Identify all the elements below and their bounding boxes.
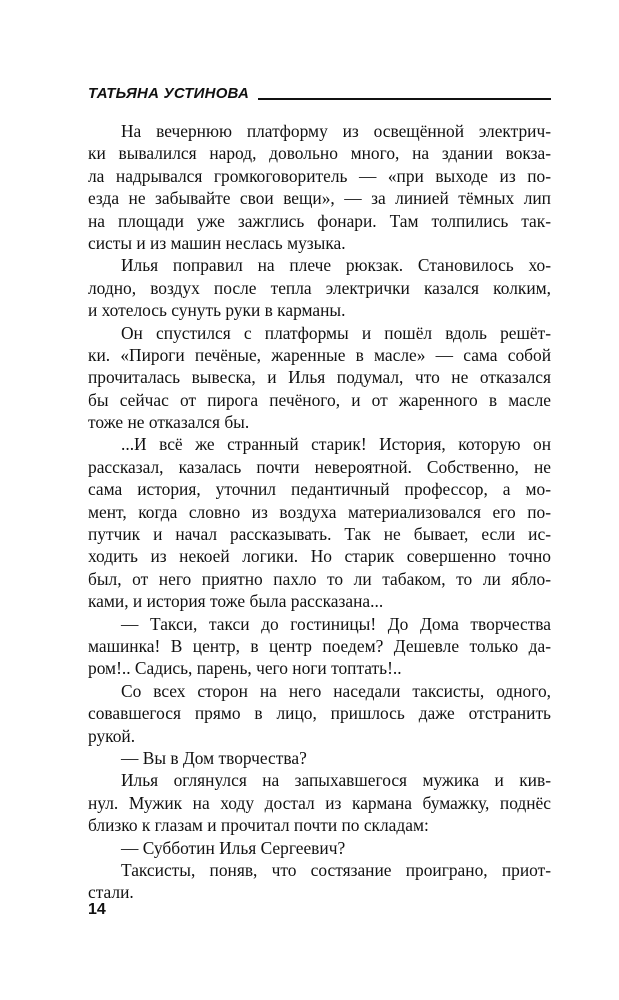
text-line: Илья оглянулся на запыхавшегося мужика и кив- <box>121 770 551 791</box>
text-line: машинка! В центр, в центр поедем? Дешевле только да- <box>88 635 551 656</box>
body-text <box>88 120 551 904</box>
running-header <box>88 84 551 106</box>
text-line: ками, и история тоже была рассказана... <box>88 591 384 612</box>
text-line: тоже не отказался бы. <box>88 412 250 433</box>
text-line: — Субботин Илья Сергеевич? <box>121 837 346 858</box>
paragraph <box>88 254 551 321</box>
text-line: ки. «Пироги печёные, жаренные в масле» — сама собой <box>88 344 551 365</box>
text-line: Таксисты, поняв, что состязание проиграно, приот- <box>121 859 551 880</box>
text-line: стали. <box>88 882 134 903</box>
text-line: лодно, воздух после тепла электрички казался колким, <box>88 277 551 298</box>
text-line: рукой. <box>88 725 136 746</box>
page-number: 14 <box>88 901 106 918</box>
text-line: бы сейчас от пирога печёного, и от жаренного в масле <box>88 389 551 410</box>
text-line: рассказал, казалась почти невероятной. Собственно, не <box>88 456 551 477</box>
paragraph <box>88 859 551 904</box>
paragraph <box>88 613 551 680</box>
paragraph <box>88 433 551 612</box>
text-line: мент, когда словно из воздуха материализовался его по- <box>88 501 551 522</box>
paragraph <box>88 322 551 434</box>
text-line: близко к глазам и прочитал почти по складам: <box>88 815 429 836</box>
header-rule <box>258 98 551 100</box>
text-line: Со всех сторон на него наседали таксисты, одного, <box>121 680 551 701</box>
paragraph <box>88 837 551 859</box>
paragraph <box>88 747 551 769</box>
paragraph <box>88 769 551 836</box>
text-line: Он спустился с платформы и пошёл вдоль решёт- <box>121 322 551 343</box>
text-line: сама история, уточнил педантичный профессор, а мо- <box>88 479 551 500</box>
text-line: нул. Мужик на ходу достал из кармана бумажку, поднёс <box>88 792 551 813</box>
text-line: ки вывалился народ, довольно много, на здании вокза- <box>88 143 551 164</box>
paragraph <box>88 680 551 747</box>
text-line: путчик и начал рассказывать. Так не бывает, если ис- <box>88 524 551 545</box>
text-line: ходить из некоей логики. Но старик совершенно точно <box>88 546 551 567</box>
text-line: ла надрывался громкоговоритель — «при выходе из по- <box>88 165 551 186</box>
text-line: — Такси, такси до гостиницы! До Дома творчества <box>121 613 551 634</box>
text-line: был, от него приятно пахло то ли табаком, то ли ябло- <box>88 568 551 589</box>
text-line: ром!.. Садись, парень, чего ноги топтать!.. <box>88 658 402 679</box>
text-line: езда не забывайте свои вещи», — за линией тёмных лип <box>88 188 551 209</box>
paragraph <box>88 120 551 254</box>
text-line: — Вы в Дом творчества? <box>121 747 307 768</box>
text-line: систы и из машин неслась музыка. <box>88 232 346 253</box>
text-line: совавшегося прямо в лицо, пришлось даже отстранить <box>88 703 551 724</box>
text-line: ...И всё же странный старик! История, которую он <box>121 434 551 455</box>
text-line: Илья поправил на плече рюкзак. Становилось хо- <box>121 255 551 276</box>
text-line: На вечернюю платформу из освещённой электрич- <box>121 121 551 141</box>
author-name: ТАТЬЯНА УСТИНОВА <box>88 85 250 102</box>
text-line: и хотелось сунуть руки в карманы. <box>88 300 346 321</box>
text-line: на площади уже зажглись фонари. Там толпились так- <box>88 210 551 231</box>
text-line: прочиталась вывеска, и Илья подумал, что не отказался <box>88 367 551 388</box>
